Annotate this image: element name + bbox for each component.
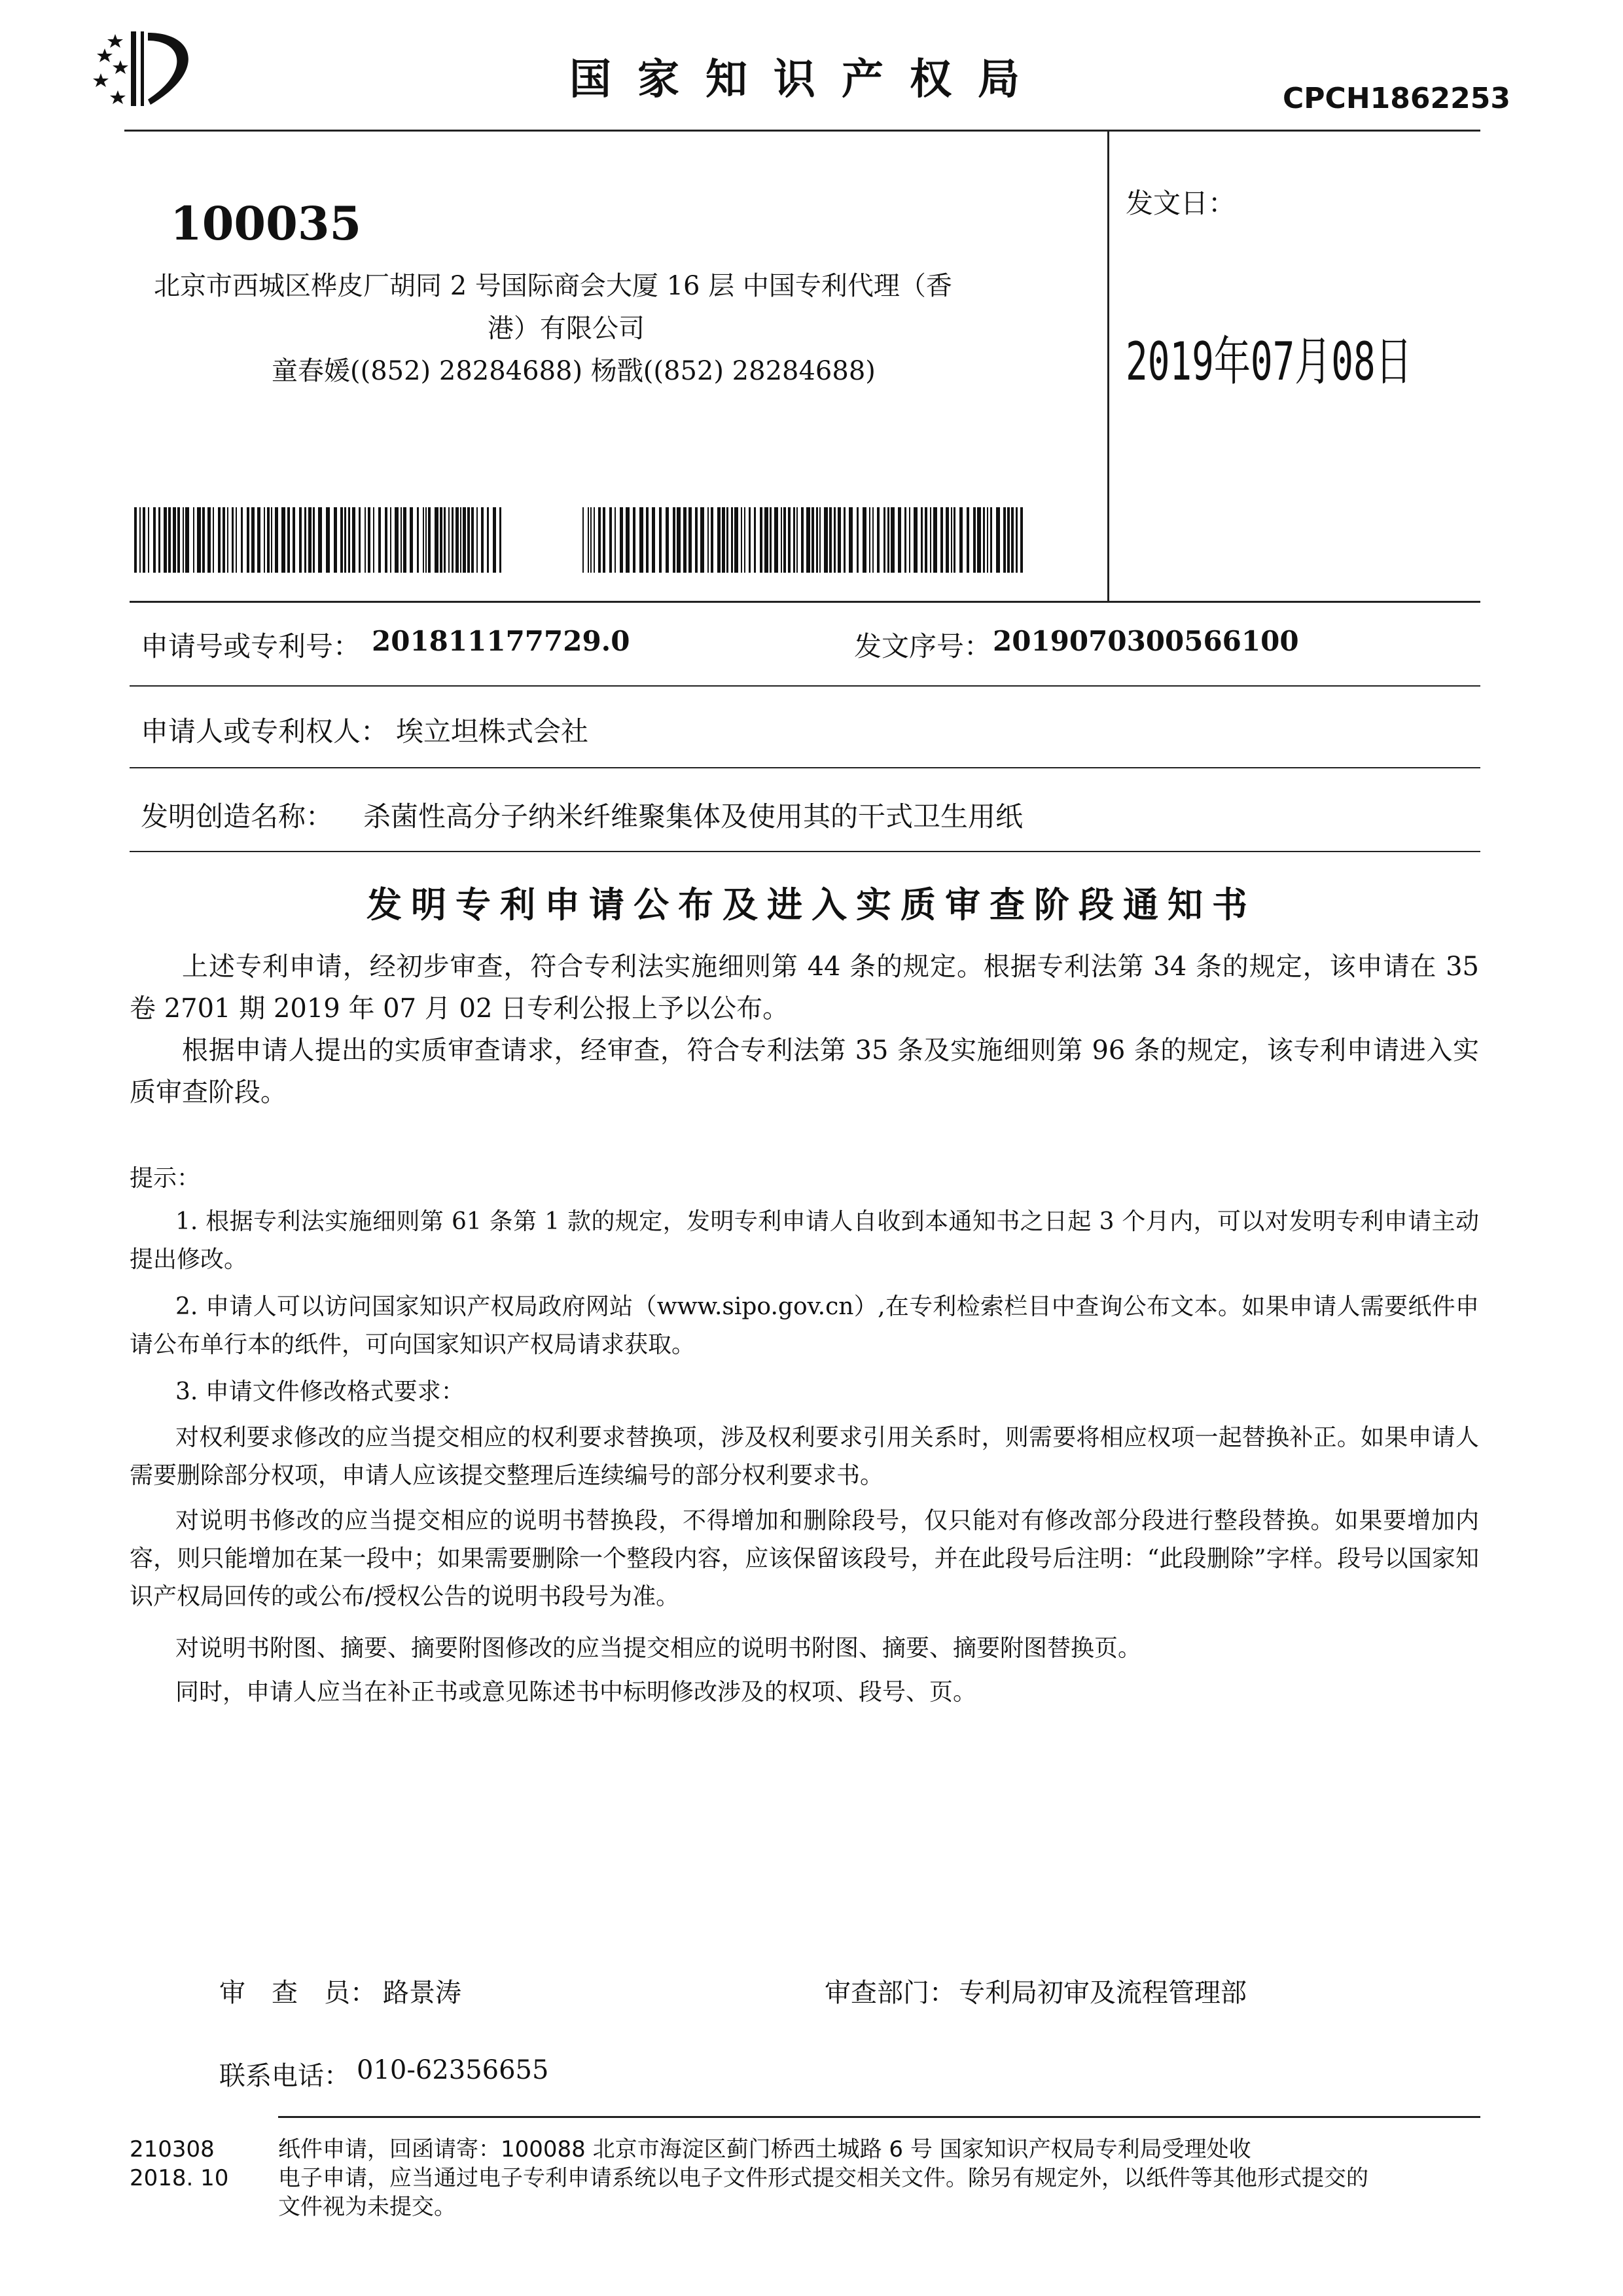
serial-number-value: 2019070300566100 xyxy=(993,625,1299,657)
footer-divider xyxy=(278,2116,1480,2118)
tip-item: 同时，申请人应当在补正书或意见陈述书中标明修改涉及的权项、段号、页。 xyxy=(175,1679,977,1706)
recipient-address-line: 港）有限公司 xyxy=(488,314,645,344)
application-number-label: 申请号或专利号： xyxy=(141,630,361,662)
footer-electronic-instructions: 电子申请，应当通过电子专利申请系统以电子文件形式提交相关文件。除另有规定外，以纸件等其他形式提交的 xyxy=(278,2165,1368,2191)
header-divider xyxy=(124,130,1480,132)
barcode xyxy=(134,507,1024,573)
examiner-label: 审 查 员： xyxy=(219,1978,376,2008)
issue-date-label: 发文日： xyxy=(1126,187,1236,219)
phone-value: 010-62356655 xyxy=(357,2055,549,2085)
tips-heading: 提示： xyxy=(130,1165,201,1192)
notice-title: 发明专利申请公布及进入实质审查阶段通知书 xyxy=(366,884,1257,925)
cnipa-logo xyxy=(92,26,223,111)
postal-code: 100035 xyxy=(170,196,362,251)
document-code: CPCH1862253 xyxy=(1283,82,1510,115)
tip-item: 对说明书附图、摘要、摘要附图修改的应当提交相应的说明书附图、摘要、摘要附图替换页。 xyxy=(175,1635,1142,1662)
serial-number-label: 发文序号： xyxy=(854,630,992,662)
office-title: 国家知识产权局 xyxy=(569,56,1046,104)
body-paragraph: 根据申请人提出的实质审查请求，经审查，符合专利法第 35 条及实施细则第 96 条的规定，该专利申请进入实质审查阶段。 xyxy=(130,1035,1479,1107)
recipient-contacts: 童春媛((852) 28284688) 杨戬((852) 28284688) xyxy=(272,356,876,386)
body-paragraph: 上述专利申请，经初步审查，符合专利法实施细则第 44 条的规定。根据专利法第 34 条的规定，该申请在 35 卷 2701 期 2019 年 07 月 02 日专利公报上予以公布。 xyxy=(130,952,1479,1024)
department-name: 专利局初审及流程管理部 xyxy=(959,1978,1247,2008)
phone-label: 联系电话： xyxy=(219,2061,350,2091)
form-date: 2018. 10 xyxy=(130,2165,229,2191)
footer-electronic-instructions: 文件视为未提交。 xyxy=(278,2194,456,2220)
footer-paper-instructions: 纸件申请，回函请寄：100088 北京市海淀区蓟门桥西土城路 6 号 国家知识产权局专利局受理处收 xyxy=(278,2136,1251,2162)
form-code: 210308 xyxy=(130,2136,215,2162)
department-label: 审查部门： xyxy=(825,1978,955,2008)
application-number-value: 201811177729.0 xyxy=(372,625,630,657)
tip-item: 2. 申请人可以访问国家知识产权局政府网站（www.sipo.gov.cn）,在专利检索栏目中查询公布文本。如果申请人需要纸件申请公布单行本的纸件，可向国家知识产权局请求获取。 xyxy=(130,1293,1479,1358)
invention-title-value: 杀菌性高分子纳米纤维聚集体及使用其的干式卫生用纸 xyxy=(363,800,1024,833)
tip-item: 1. 根据专利法实施细则第 61 条第 1 款的规定，发明专利申请人自收到本通知书之日起 3 个月内，可以对发明专利申请主动提出修改。 xyxy=(130,1208,1479,1273)
recipient-address-line: 北京市西城区桦皮厂胡同 2 号国际商会大厦 16 层 中国专利代理（香 xyxy=(154,271,952,301)
tip-item: 对说明书修改的应当提交相应的说明书替换段，不得增加和删除段号，仅只能对有修改部分段进行整段替换。如果要增加内容，则只能增加在某一段中；如果需要删除一个整段内容，应该保留该段号，并在此段号后注明：“此段删除”字样。段号以国家知识产权局回传的或公布/授权公告的说明书段号为准。 xyxy=(130,1507,1479,1610)
applicant-label: 申请人或专利权人： xyxy=(141,715,389,747)
invention-title-label: 发明创造名称： xyxy=(141,800,334,833)
tip-item: 对权利要求修改的应当提交相应的权利要求替换项，涉及权利要求引用关系时，则需要将相应权项一起替换补正。如果申请人需要删除部分权项，申请人应该提交整理后连续编号的部分权利要求书。 xyxy=(130,1424,1479,1489)
tip-item: 3. 申请文件修改格式要求： xyxy=(175,1378,465,1405)
issue-date-value: 2019年07月08日 xyxy=(1126,331,1412,392)
field-divider xyxy=(130,851,1480,852)
address-block-bottom-rule xyxy=(130,601,1480,603)
applicant-value: 埃立坦株式会社 xyxy=(396,715,589,747)
field-divider xyxy=(130,685,1480,687)
date-column-divider xyxy=(1107,130,1109,602)
examiner-name: 路景涛 xyxy=(383,1978,461,2008)
field-divider xyxy=(130,767,1480,768)
